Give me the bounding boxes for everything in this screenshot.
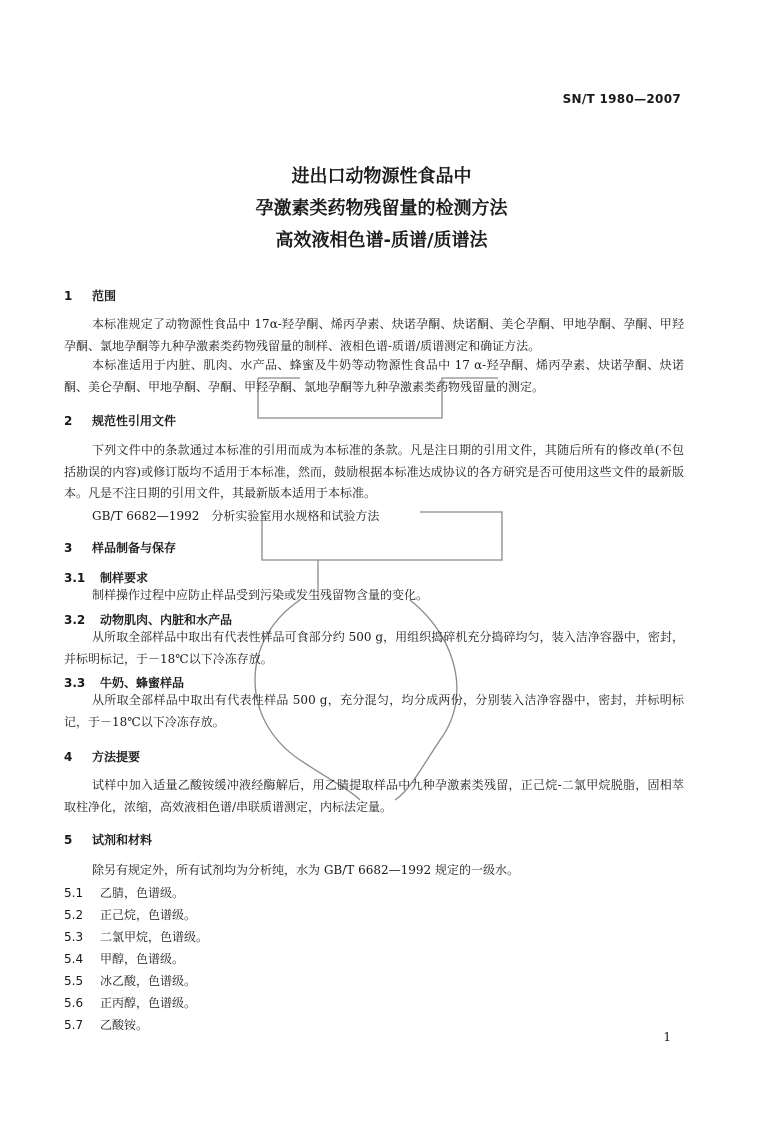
title-line-3: 高效液相色谱-质谱/质谱法 (275, 230, 488, 251)
section-4-heading: 4 方法提要 (64, 750, 141, 764)
standard-number: SN/T 1980—2007 (562, 92, 681, 106)
list-item: 5.3 二氯甲烷，色谱级。 (64, 930, 209, 944)
list-item: 5.7 乙酸铵。 (64, 1018, 149, 1032)
normative-reference: GB/T 6682—1992 分析实验室用水规格和试验方法 (92, 509, 380, 523)
section-5-heading: 5 试剂和材料 (64, 833, 153, 847)
section-3-1-paragraph: 制样操作过程中应防止样品受到污染或发生残留物含量的变化。 (92, 588, 429, 602)
section-1-paragraph-2: 本标准适用于内脏、肌肉、水产品、蜂蜜及牛奶等动物源性食品中 17 α-羟孕酮、烯丙孕素、炔诺孕酮、炔诺酮、美仑孕酮、甲地孕酮、孕酮、甲羟孕酮、氯地孕酮等九种孕激素类药物残留量的测定。 (64, 358, 684, 394)
title-line-2: 孕激素类药物残留量的检测方法 (255, 198, 508, 219)
list-item: 5.5 冰乙酸，色谱级。 (64, 974, 197, 988)
page-number: 1 (663, 1030, 671, 1044)
section-2-heading: 2 规范性引用文件 (64, 414, 177, 428)
section-3-heading: 3 样品制备与保存 (64, 541, 177, 555)
section-5-paragraph: 除另有规定外，所有试剂均为分析纯，水为 GB/T 6682—1992 规定的一级水。 (92, 863, 519, 877)
section-3-3-heading: 3.3 牛奶、蜂蜜样品 (64, 676, 185, 690)
list-item: 5.4 甲醇，色谱级。 (64, 952, 185, 966)
section-1-heading: 1 范围 (64, 289, 117, 303)
section-3-3-paragraph: 从所取全部样品中取出有代表性样品 500 g，充分混匀，均分成两份，分别装入洁净容器中，密封，并标明标记，于－18℃以下冷冻存放。 (64, 693, 684, 729)
section-3-2-heading: 3.2 动物肌肉、内脏和水产品 (64, 613, 233, 627)
section-1-paragraph-1: 本标准规定了动物源性食品中 17α-羟孕酮、烯丙孕素、炔诺孕酮、炔诺酮、美仑孕酮、甲地孕酮、孕酮、甲羟孕酮、氯地孕酮等九种孕激素类药物残留量的制样、液相色谱-质谱/质谱测定和确证方法。 (64, 317, 684, 353)
list-item: 5.2 正己烷，色谱级。 (64, 908, 197, 922)
title-line-1: 进出口动物源性食品中 (291, 166, 472, 187)
list-item: 5.1 乙腈，色谱级。 (64, 886, 185, 900)
section-3-1-heading: 3.1 制样要求 (64, 571, 149, 585)
section-2-paragraph: 下列文件中的条款通过本标准的引用而成为本标准的条款。凡是注日期的引用文件，其随后所有的修改单(不包括勘误的内容)或修订版均不适用于本标准，然而，鼓励根据本标准达成协议的各方研究是否可使用这些文件的最新版本。凡是不注日期的引用文件，其最新版本适用于本标准。 (64, 443, 684, 500)
section-3-2-paragraph: 从所取全部样品中取出有代表性样品可食部分约 500 g，用组织捣碎机充分捣碎均匀，装入洁净容器中，密封，并标明标记，于－18℃以下冷冻存放。 (64, 630, 684, 666)
list-item: 5.6 正丙醇，色谱级。 (64, 996, 197, 1010)
section-4-paragraph: 试样中加入适量乙酸铵缓冲液经酶解后，用乙腈提取样品中九种孕激素类残留，正己烷-二氯甲烷脱脂，固相萃取柱净化，浓缩，高效液相色谱/串联质谱测定，内标法定量。 (64, 778, 684, 814)
